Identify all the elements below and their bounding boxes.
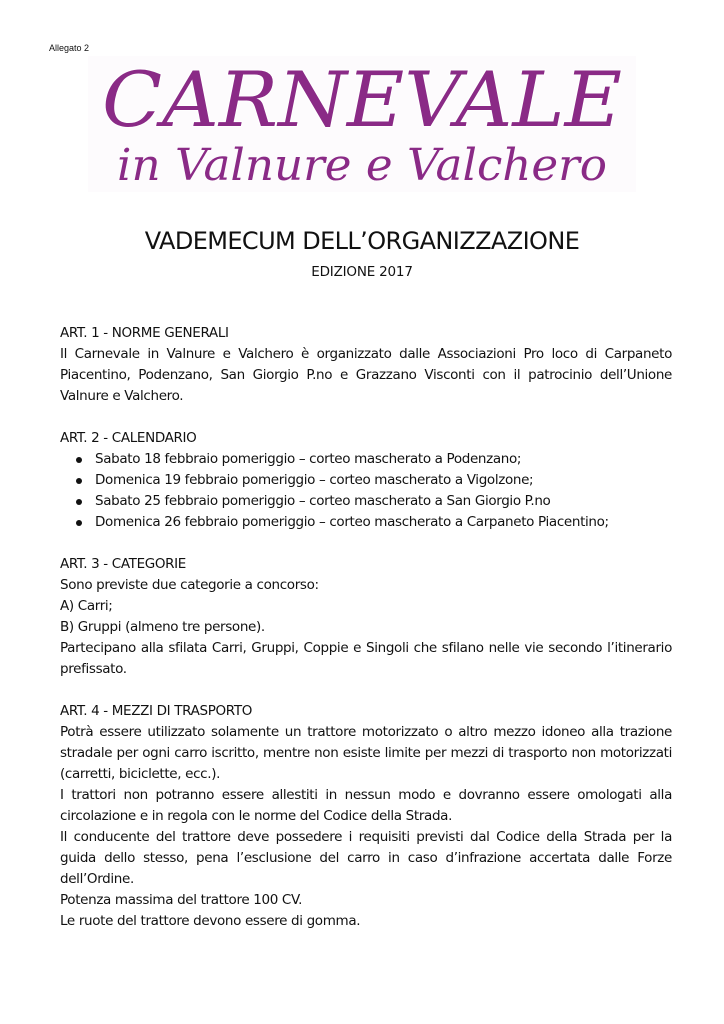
calendar-item-text: Sabato 18 febbraio pomeriggio – corteo mascherato a Podenzano; <box>95 451 522 467</box>
bullet-icon <box>76 478 82 484</box>
article-3-heading: ART. 3 - CATEGORIE <box>60 556 186 572</box>
document-body <box>60 323 672 953</box>
article-2-heading: ART. 2 - CALENDARIO <box>60 430 197 446</box>
article-4-paragraph: I trattori non potranno essere allestiti in nessun modo e dovranno essere omologati alla circolazione e in regola con le norme del Codice della Strada. <box>60 787 672 824</box>
calendar-item-text: Domenica 19 febbraio pomeriggio – corteo mascherato a Vigolzone; <box>95 472 534 488</box>
category-b: B) Gruppi (almeno tre persone). <box>60 619 265 635</box>
article-3 <box>60 554 672 680</box>
category-a: A) Carri; <box>60 598 113 614</box>
article-4 <box>60 701 672 932</box>
bullet-icon <box>76 499 82 505</box>
article-1-heading: ART. 1 - NORME GENERALI <box>60 325 229 341</box>
bullet-icon <box>76 457 82 463</box>
calendar-list <box>60 449 672 533</box>
article-1 <box>60 323 672 407</box>
article-3-text: Partecipano alla sfilata Carri, Gruppi, Coppie e Singoli che sfilano nelle vie secondo l’itinerario prefissato. <box>60 640 672 677</box>
article-4-paragraph: Le ruote del trattore devono essere di gomma. <box>60 913 361 929</box>
document-title: VADEMECUM DELL’ORGANIZZAZIONE <box>144 227 580 255</box>
calendar-item <box>60 470 672 491</box>
calendar-item <box>60 512 672 533</box>
article-1-text: Il Carnevale in Valnure e Valchero è organizzato dalle Associazioni Pro loco di Carpaneto Piacentino, Podenzano, San Giorgio P.no e Grazzano Visconti con il patrocinio dell’Unione Valnure e Valchero. <box>60 346 672 404</box>
article-4-paragraph: Potenza massima del trattore 100 CV. <box>60 892 303 908</box>
article-4-paragraph: Il conducente del trattore deve possedere i requisiti previsti dal Codice della Strada per la guida dello stesso, pena l’esclusione del carro in caso d’infrazione accertata dalle Forze dell’Ordine. <box>60 829 672 887</box>
carnevale-logo <box>88 56 636 192</box>
calendar-item <box>60 491 672 512</box>
logo-artwork <box>88 56 636 192</box>
logo-subtitle: in Valnure e Valchero <box>117 140 607 191</box>
article-4-heading: ART. 4 - MEZZI DI TRASPORTO <box>60 703 252 719</box>
article-2 <box>60 428 672 533</box>
calendar-item <box>60 449 672 470</box>
attachment-label: Allegato 2 <box>49 43 90 53</box>
article-3-intro: Sono previste due categorie a concorso: <box>60 577 319 593</box>
bullet-icon <box>76 520 82 526</box>
logo-title: CARNEVALE <box>102 56 622 144</box>
calendar-item-text: Domenica 26 febbraio pomeriggio – corteo mascherato a Carpaneto Piacentino; <box>95 514 609 530</box>
calendar-item-text: Sabato 25 febbraio pomeriggio – corteo mascherato a San Giorgio P.no <box>95 493 551 509</box>
article-4-paragraph: Potrà essere utilizzato solamente un trattore motorizzato o altro mezzo idoneo alla trazione stradale per ogni carro iscritto, mentre non esiste limite per mezzi di trasporto non motorizzati (carretti, biciclette, ecc.). <box>60 724 672 782</box>
document-edition: EDIZIONE 2017 <box>311 264 413 280</box>
